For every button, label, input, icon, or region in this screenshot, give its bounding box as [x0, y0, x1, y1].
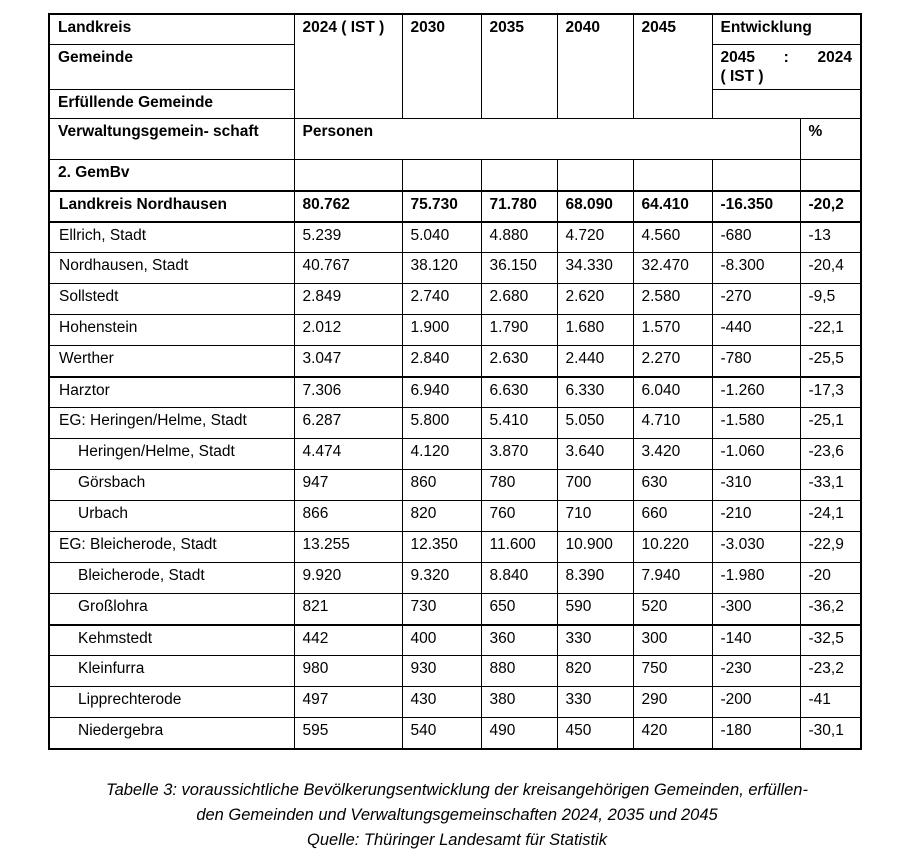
row-value: 4.120 [402, 439, 481, 470]
row-value: 1.680 [557, 315, 633, 346]
table-row [49, 470, 861, 501]
row-value: 330 [557, 625, 633, 656]
row-value: 6.330 [557, 377, 633, 408]
row-value: 6.287 [294, 408, 402, 439]
row-name: Ellrich, Stadt [49, 222, 294, 253]
empty-cell [712, 89, 861, 118]
row-name: Bleicherode, Stadt [49, 563, 294, 594]
table-row [49, 594, 861, 625]
table-row [49, 222, 861, 253]
row-name: Sollstedt [49, 284, 294, 315]
row-value: 8.840 [481, 563, 557, 594]
empty-cell [294, 159, 402, 191]
row-value: -20,2 [800, 191, 861, 222]
row-value: 6.040 [633, 377, 712, 408]
row-value: -1.060 [712, 439, 800, 470]
row-value: 430 [402, 687, 481, 718]
row-value: -25,1 [800, 408, 861, 439]
row-value: 490 [481, 718, 557, 749]
row-value: 930 [402, 656, 481, 687]
row-value: 730 [402, 594, 481, 625]
row-value: 4.720 [557, 222, 633, 253]
row-value: 2.580 [633, 284, 712, 315]
row-value: 980 [294, 656, 402, 687]
row-value: 7.940 [633, 563, 712, 594]
row-value: 760 [481, 501, 557, 532]
row-name: Großlohra [49, 594, 294, 625]
ratio-ist-label: ( IST ) [720, 68, 764, 86]
row-value: 497 [294, 687, 402, 718]
row-value: 860 [402, 470, 481, 501]
row-value: 2.840 [402, 346, 481, 377]
row-value: 821 [294, 594, 402, 625]
empty-cell [800, 159, 861, 191]
empty-cell [712, 159, 800, 191]
row-value: 2.440 [557, 346, 633, 377]
row-value: -9,5 [800, 284, 861, 315]
row-value: -140 [712, 625, 800, 656]
caption-source: Quelle: Thüringer Landesamt für Statistik [307, 831, 607, 849]
header-entwicklung: Entwicklung [712, 14, 861, 45]
row-value: 380 [481, 687, 557, 718]
header-row-4 [49, 118, 861, 159]
ratio-year-right: 2024 [817, 49, 853, 66]
row-value: 34.330 [557, 253, 633, 284]
population-table [48, 13, 862, 750]
row-value: 71.780 [481, 191, 557, 222]
row-value: -22,1 [800, 315, 861, 346]
row-value: 5.410 [481, 408, 557, 439]
row-value: 820 [557, 656, 633, 687]
table-row [49, 501, 861, 532]
table-row [49, 408, 861, 439]
row-value: -17,3 [800, 377, 861, 408]
row-value: -780 [712, 346, 800, 377]
row-value: -13 [800, 222, 861, 253]
header-year-2030: 2030 [402, 14, 481, 118]
ratio-colon: : [783, 49, 789, 66]
table-row [49, 191, 861, 222]
row-value: 40.767 [294, 253, 402, 284]
table-row [49, 439, 861, 470]
row-value: 450 [557, 718, 633, 749]
table-caption [0, 778, 914, 853]
row-value: 700 [557, 470, 633, 501]
row-value: 12.350 [402, 532, 481, 563]
row-value: -25,5 [800, 346, 861, 377]
row-value: -20 [800, 563, 861, 594]
row-value: 540 [402, 718, 481, 749]
row-value: -33,1 [800, 470, 861, 501]
row-name: EG: Heringen/Helme, Stadt [49, 408, 294, 439]
row-value: -1.260 [712, 377, 800, 408]
row-value: 2.620 [557, 284, 633, 315]
row-name: Landkreis Nordhausen [49, 191, 294, 222]
row-value: -30,1 [800, 718, 861, 749]
row-value: -36,2 [800, 594, 861, 625]
row-value: 290 [633, 687, 712, 718]
row-value: 36.150 [481, 253, 557, 284]
row-value: 710 [557, 501, 633, 532]
row-value: 1.900 [402, 315, 481, 346]
row-value: 650 [481, 594, 557, 625]
header-unit-percent: % [800, 118, 861, 159]
row-name: Lipprechterode [49, 687, 294, 718]
row-value: 3.640 [557, 439, 633, 470]
row-value: 660 [633, 501, 712, 532]
row-value: -24,1 [800, 501, 861, 532]
row-value: 13.255 [294, 532, 402, 563]
row-value: -20,4 [800, 253, 861, 284]
row-name: Kleinfurra [49, 656, 294, 687]
row-value: 780 [481, 470, 557, 501]
header-gemeinde: Gemeinde [49, 45, 294, 90]
row-value: 442 [294, 625, 402, 656]
table-header [49, 14, 861, 191]
header-year-2040: 2040 [557, 14, 633, 118]
row-value: -680 [712, 222, 800, 253]
row-name: Niedergebra [49, 718, 294, 749]
row-value: -310 [712, 470, 800, 501]
header-entwicklung-ratio [712, 45, 861, 90]
row-value: 6.940 [402, 377, 481, 408]
row-value: 630 [633, 470, 712, 501]
row-value: 520 [633, 594, 712, 625]
row-value: 1.570 [633, 315, 712, 346]
header-landkreis: Landkreis [49, 14, 294, 45]
header-unit-persons: Personen [294, 118, 800, 159]
table-row [49, 377, 861, 408]
row-value: 4.474 [294, 439, 402, 470]
row-value: 6.630 [481, 377, 557, 408]
row-value: 420 [633, 718, 712, 749]
row-value: 5.050 [557, 408, 633, 439]
row-value: 4.880 [481, 222, 557, 253]
header-year-2035: 2035 [481, 14, 557, 118]
row-value: 300 [633, 625, 712, 656]
row-value: 2.849 [294, 284, 402, 315]
row-value: -270 [712, 284, 800, 315]
table-body [49, 191, 861, 749]
row-value: 3.420 [633, 439, 712, 470]
row-value: -1.980 [712, 563, 800, 594]
row-value: -440 [712, 315, 800, 346]
row-value: 32.470 [633, 253, 712, 284]
row-value: 80.762 [294, 191, 402, 222]
row-value: 9.320 [402, 563, 481, 594]
row-value: 3.047 [294, 346, 402, 377]
table-row [49, 563, 861, 594]
row-value: -32,5 [800, 625, 861, 656]
row-value: -230 [712, 656, 800, 687]
table-row [49, 315, 861, 346]
header-erfuellende-gemeinde: Erfüllende Gemeinde [49, 89, 294, 118]
row-value: -41 [800, 687, 861, 718]
table-row [49, 656, 861, 687]
header-year-2024: 2024 ( IST ) [294, 14, 402, 118]
row-value: 75.730 [402, 191, 481, 222]
row-value: 10.220 [633, 532, 712, 563]
row-value: 5.040 [402, 222, 481, 253]
row-value: 2.740 [402, 284, 481, 315]
table-row [49, 284, 861, 315]
table-row [49, 346, 861, 377]
row-value: -23,6 [800, 439, 861, 470]
row-value: 866 [294, 501, 402, 532]
row-name: Görsbach [49, 470, 294, 501]
row-value: 68.090 [557, 191, 633, 222]
row-value: 38.120 [402, 253, 481, 284]
header-gembv: 2. GemBv [49, 159, 294, 191]
row-name: Hohenstein [49, 315, 294, 346]
row-value: 2.630 [481, 346, 557, 377]
row-name: EG: Bleicherode, Stadt [49, 532, 294, 563]
ratio-year-left: 2045 [720, 49, 755, 66]
header-row-1 [49, 14, 861, 45]
row-value: 9.920 [294, 563, 402, 594]
row-value: -180 [712, 718, 800, 749]
row-value: -210 [712, 501, 800, 532]
row-value: -3.030 [712, 532, 800, 563]
empty-cell [481, 159, 557, 191]
row-value: 8.390 [557, 563, 633, 594]
caption-line-1: Tabelle 3: voraussichtliche Bevölkerungsentwicklung der kreisangehörigen Gemeinden, erfüllen- [106, 781, 808, 799]
table-row [49, 687, 861, 718]
row-value: 64.410 [633, 191, 712, 222]
row-value: 7.306 [294, 377, 402, 408]
row-value: 360 [481, 625, 557, 656]
caption-line-2: den Gemeinden und Verwaltungsgemeinschaften 2024, 2035 und 2045 [196, 806, 718, 824]
row-value: 5.800 [402, 408, 481, 439]
row-value: 10.900 [557, 532, 633, 563]
row-value: 947 [294, 470, 402, 501]
table-row [49, 718, 861, 749]
empty-cell [633, 159, 712, 191]
row-name: Heringen/Helme, Stadt [49, 439, 294, 470]
row-value: -300 [712, 594, 800, 625]
row-value: 4.710 [633, 408, 712, 439]
row-value: 590 [557, 594, 633, 625]
entwicklung-ratio-line [721, 48, 857, 67]
row-name: Kehmstedt [49, 625, 294, 656]
row-value: 2.012 [294, 315, 402, 346]
row-value: -23,2 [800, 656, 861, 687]
row-name: Nordhausen, Stadt [49, 253, 294, 284]
row-name: Harztor [49, 377, 294, 408]
table-row [49, 253, 861, 284]
row-value: -8.300 [712, 253, 800, 284]
row-value: 750 [633, 656, 712, 687]
header-year-2045: 2045 [633, 14, 712, 118]
empty-cell [557, 159, 633, 191]
table-row [49, 532, 861, 563]
row-value: 5.239 [294, 222, 402, 253]
row-value: 2.680 [481, 284, 557, 315]
row-value: 820 [402, 501, 481, 532]
row-value: 330 [557, 687, 633, 718]
header-row-5 [49, 159, 861, 191]
empty-cell [402, 159, 481, 191]
row-value: -16.350 [712, 191, 800, 222]
header-verwaltungsgemeinschaft: Verwaltungsgemein- schaft [49, 118, 294, 159]
row-value: 4.560 [633, 222, 712, 253]
row-value: 2.270 [633, 346, 712, 377]
row-value: 880 [481, 656, 557, 687]
table-row [49, 625, 861, 656]
row-value: -1.580 [712, 408, 800, 439]
row-value: -22,9 [800, 532, 861, 563]
row-value: 11.600 [481, 532, 557, 563]
row-value: 595 [294, 718, 402, 749]
row-name: Werther [49, 346, 294, 377]
row-value: 400 [402, 625, 481, 656]
row-name: Urbach [49, 501, 294, 532]
row-value: 3.870 [481, 439, 557, 470]
row-value: 1.790 [481, 315, 557, 346]
row-value: -200 [712, 687, 800, 718]
